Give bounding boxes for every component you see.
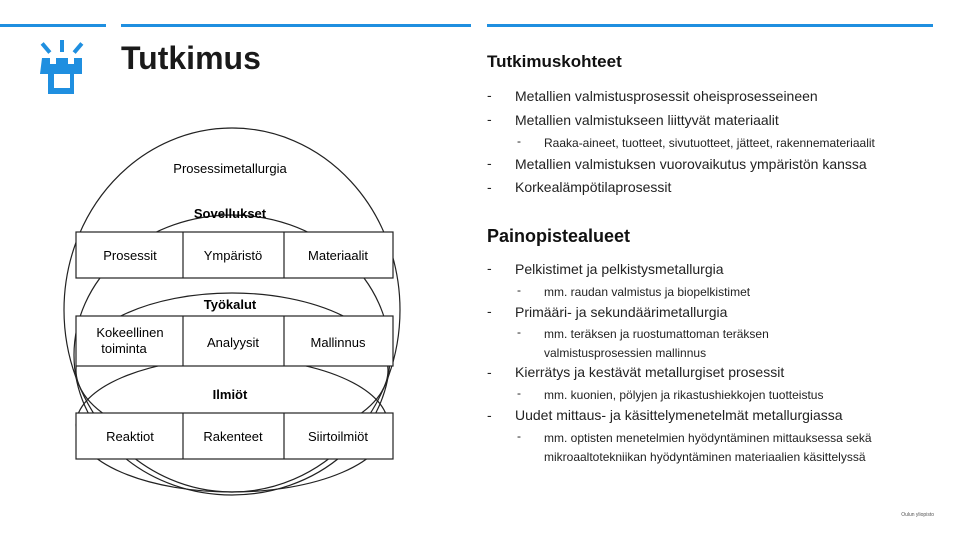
bullet-dash: - xyxy=(487,155,492,171)
bullet-dash: - xyxy=(487,260,492,276)
focus-areas-heading: Painopistealueet xyxy=(487,226,631,246)
sub-bullet-dash: - xyxy=(517,429,521,443)
focus-area-subitem: mm. teräksen ja ruostumattoman teräksen valmistusprosessien mallinnus xyxy=(544,327,769,360)
focus-area-item: Kierrätys ja kestävät metallurgiset prosessit xyxy=(515,364,785,380)
focus-area-subitem: mm. optisten menetelmien hyödyntäminen mittauksessa sekä mikroaaltotekniikan hyödyntäminen materiaalien käsittelyssä xyxy=(544,431,872,464)
box-transport: Siirtoilmiöt xyxy=(308,429,368,444)
bullet-dash: - xyxy=(487,87,492,103)
bullet-dash: - xyxy=(487,179,492,195)
focus-area-item: Pelkistimet ja pelkistysmetallurgia xyxy=(515,261,724,277)
process-metallurgy-diagram xyxy=(60,125,480,505)
focus-area-item: Uudet mittaus- ja käsittelymenetelmät metallurgiassa xyxy=(515,407,843,423)
applications-label: Sovellukset xyxy=(193,206,267,221)
box-structures: Rakenteet xyxy=(203,429,263,444)
research-target-item: Metallien valmistusprosessit oheisprosesseineen xyxy=(515,88,818,104)
outer-label: Prosessimetallurgia xyxy=(173,161,287,176)
research-target-item: Korkealämpötilaprosessit xyxy=(515,179,672,195)
box-modelling: Mallinnus xyxy=(310,335,366,350)
box-environment: Ympäristö xyxy=(203,248,263,263)
focus-area-subitem: mm. raudan valmistus ja biopelkistimet xyxy=(544,285,751,299)
top-rule-left xyxy=(0,24,106,27)
box-materials: Materiaalit xyxy=(308,248,368,263)
sub-bullet-dash: - xyxy=(517,283,521,297)
slide-title: Tutkimus xyxy=(121,40,261,76)
box-experimental: Kokeellinen toiminta xyxy=(96,325,164,356)
focus-area-subitem: mm. kuonien, pölyjen ja rikastushiekkojen tuotteistus xyxy=(544,388,824,402)
bullet-dash: - xyxy=(487,111,492,127)
focus-area-item: Primääri- ja sekundäärimetallurgia xyxy=(515,304,728,320)
research-targets-heading: Tutkimuskohteet xyxy=(487,52,622,71)
sub-bullet-dash: - xyxy=(517,325,521,339)
bullet-dash: - xyxy=(487,303,492,319)
research-target-item: Metallien valmistuksen vuorovaikutus ympäristön kanssa xyxy=(515,156,867,172)
bullet-dash: - xyxy=(487,364,492,380)
box-analyses: Analyysit xyxy=(206,335,260,350)
sub-bullet-dash: - xyxy=(517,134,521,148)
box-reactions: Reaktiot xyxy=(106,429,154,444)
top-rule-right xyxy=(487,24,933,27)
tools-label: Työkalut xyxy=(203,297,257,312)
top-rule-middle xyxy=(121,24,471,27)
research-target-subitem: Raaka-aineet, tuotteet, sivutuotteet, jätteet, rakennemateriaalit xyxy=(544,136,875,150)
sub-bullet-dash: - xyxy=(517,386,521,400)
box-processes: Prosessit xyxy=(103,248,157,263)
footer-text: Oulun yliopisto xyxy=(901,512,934,518)
bullet-dash: - xyxy=(487,407,492,423)
phenomena-label: Ilmiöt xyxy=(212,387,248,402)
university-castle-logo-icon xyxy=(40,40,84,96)
research-target-item: Metallien valmistukseen liittyvät materiaalit xyxy=(515,112,779,128)
